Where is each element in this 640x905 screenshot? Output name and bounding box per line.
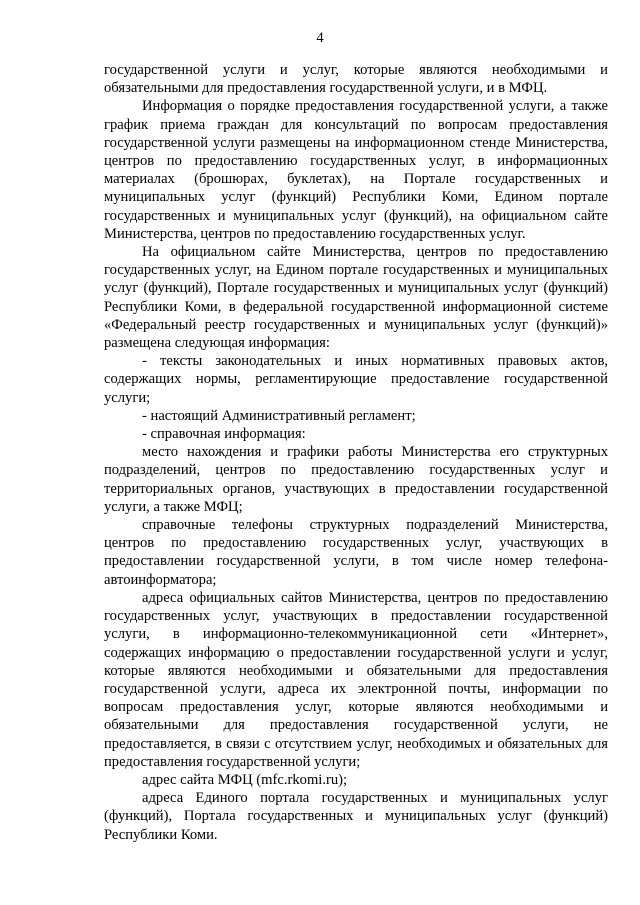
list-item-reference-info: - справочная информация: xyxy=(142,426,306,443)
paragraph-info-placement: Информация о порядке предоставления государственной услуги, а также график приема граждан для консультаций по вопросам предоставления государственной услуги размещены на информационном стенде Министерства, центров по предоставлению государственных услуг, в информационных материалах (брошюрах, буклетах), на Портале государственных и муниципальных услуг (функций) Республики Коми, Едином портале государственных и муниципальных услуг (функций), на официальном сайте Министерства, центров по предоставлению государственных услуг. xyxy=(104,98,608,242)
paragraph-official-site-info: На официальном сайте Министерства, центров по предоставлению государственных услуг, на Едином портале государственных и муниципальных услуг (функций), Портале государственных и муниципальных услуг (функций) Республики Коми, в федеральной государственной информационной системе «Федеральный реестр государственных и муниципальных услуг (функций)» размещена следующая информация: xyxy=(104,244,608,352)
paragraph-portal-addresses: адреса Единого портала государственных и муниципальных услуг (функций), Портала государственных и муниципальных услуг (функций) Республики Коми. xyxy=(104,790,608,843)
document-body xyxy=(104,61,608,844)
list-item-legal-acts: - тексты законодательных и иных нормативных правовых актов, содержащих нормы, регламентирующие предоставление государственной услуги; xyxy=(104,353,608,406)
paragraph-mfc-site: адрес сайта МФЦ (mfc.rkomi.ru); xyxy=(142,771,348,788)
paragraph-website-addresses: адреса официальных сайтов Министерства, центров по предоставлению государственных услуг, участвующих в предоставлении государственной услуги, в информационно-телекоммуникационной сети «Интернет», содержащих информацию о предоставлении государственной услуги и услуг, которые являются необходимыми и обязательными для предоставления государственной услуги, адреса их электронной почты, информации по вопросам предоставления услуг, которые являются необходимыми и обязательными для предоставления государственной услуги, не предоставляется, в связи с отсутствием услуг, необходимых и обязательных для предоставления государственной услуги; xyxy=(104,589,608,770)
paragraph-continuation: государственной услуги и услуг, которые являются необходимыми и обязательными для предоставления государственной услуги, и в МФЦ. xyxy=(104,62,608,97)
paragraph-phones: справочные телефоны структурных подразделений Министерства, центров по предоставлению государственных услуг, участвующих в предоставлении государственной услуги, в том числе номер телефона-автоинформатора; xyxy=(104,517,608,588)
list-item-regulation: - настоящий Административный регламент; xyxy=(142,407,416,424)
page-number: 4 xyxy=(316,30,324,46)
paragraph-location-schedule: место нахождения и графики работы Министерства его структурных подразделений, центров по предоставлению государственных услуг и территориальных органов, участвующих в предоставлении государственной услуги, а также МФЦ; xyxy=(104,444,608,515)
